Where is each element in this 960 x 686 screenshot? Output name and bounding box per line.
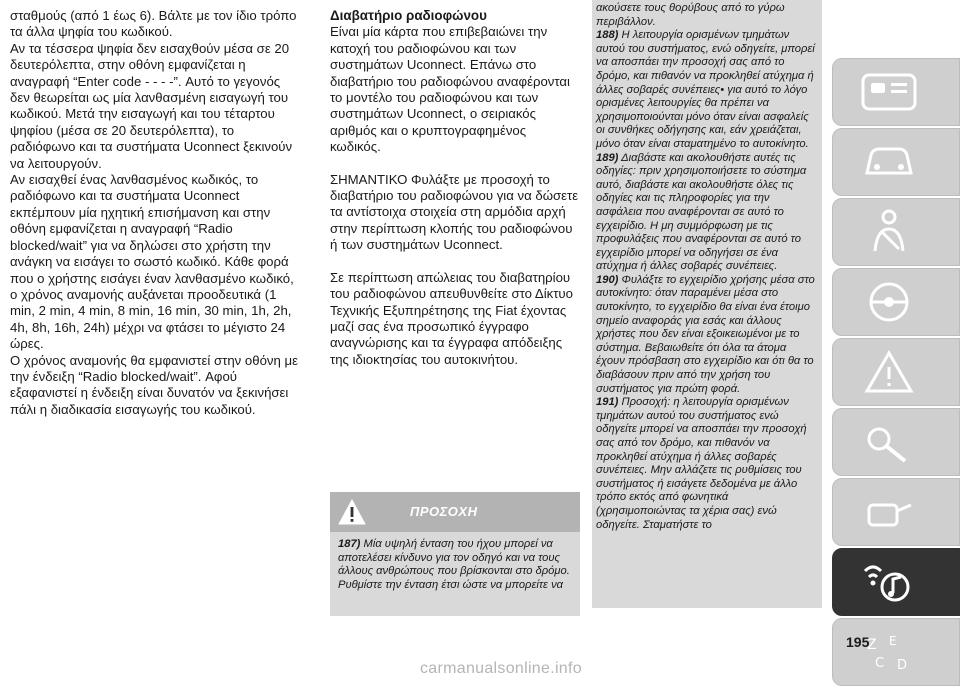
tab-warnings[interactable]: [832, 338, 960, 406]
paragraph: Αν εισαχθεί ένας λανθασμένος κωδικός, το ραδιόφωνο και τα συστήματα Uconnect εκπέμπουν μία ηχητική επισήμανση και στην οθόνη εμφανίζεται η αναγραφή “Radio blocked/wait” για να δηλώσει στο χρήστη την ανάγκη να εισάγει το σωστό κωδικό. Κάθε φορά που ο χρήστης εισάγει έναν λανθασμένο κωδικό, ο χρόνος αναμονής αυξάνεται προοδευτικά (1 min, 2 min, 4 min, 8 min, 16 min, 30 min, 1h, 2h, 4h, 8h, 16h, 24h) μέχρι να φτάσει το μέγιστο 24 ώρες.: [10, 172, 294, 352]
paragraph: σταθμούς (από 1 έως 6). Βάλτε με τον ίδιο τρόπο τα άλλα ψηφία του κωδικού.: [10, 8, 297, 40]
note-191: 191) Προσοχή: η λειτουργία ορισμένων τμημάτων αυτού του συστήματος ενώ οδηγείτε μπορεί να αποσπάει την προσοχή σας από τον δρόμο, και πιθανόν να προκληθεί ατύχημα ή άλλες σοβαρές συνέπειες. Μην αλλάζετε τις ρυθμίσεις του συστήματος ή εισάγετε δεδομένα με άλλο τρόπο εκτός από φωνητικά (χρησιμοποιώντας τα χέρια σας) ενώ οδηγείτε. Σταματήστε το: [596, 396, 807, 531]
seatbelt-icon: [859, 207, 919, 257]
tab-maintenance[interactable]: [832, 478, 960, 546]
section-heading: Διαβατήριο ραδιοφώνου: [330, 8, 487, 23]
svg-text:Z: Z: [867, 637, 877, 653]
car-dashboard-icon: [859, 67, 919, 117]
watermark: carmanualsonline.info: [420, 660, 582, 677]
oil-can-icon: [859, 487, 919, 537]
steering-wheel-icon: [859, 277, 919, 327]
warning-title: ΠΡΟΣΟΧΗ: [410, 504, 478, 519]
paragraph: Ο χρόνος αναμονής θα εμφανιστεί στην οθόνη με την ένδειξη “Radio blocked/wait”. Αφού εξαφανιστεί η ένδειξη είναι δυνατόν να ξεκινήσει πάλι η διαδικασία εισαγωγής του κωδικού.: [10, 352, 298, 417]
svg-text:E: E: [889, 634, 897, 648]
notes-column: [592, 0, 822, 608]
note-number: 190): [596, 273, 619, 286]
svg-text:D: D: [897, 658, 908, 673]
text-column-1: [10, 8, 300, 418]
note-number: 187): [338, 538, 361, 550]
tab-safety[interactable]: [832, 198, 960, 266]
warning-header: [330, 492, 580, 532]
wrench-icon: [859, 417, 919, 467]
note-188: 188) Η λειτουργία ορισμένων τμημάτων αυτού του συστήματος, ενώ οδηγείτε, μπορεί να αποσπάει την προσοχή σας από το δρόμο, και πιθανόν να προκληθεί ατύχημα ή άλλες σοβαρές συνέπειες• για αυτό το λόγο ορισμένες λειτουργίες θα πρέπει να χρησιμοποιούνται μόνο όταν είναι ασφαλείς οι συνθήκες οδήγησης και, εάν χρειάζεται, μόνο όταν είναι σταματημένο το αυτοκίνητο.: [596, 29, 815, 150]
warning-icon: [338, 498, 366, 526]
note-paragraph: ακούσετε τους θορύβους από το γύρω περιβάλλον.: [596, 2, 785, 28]
warning-text: 187) Μία υψηλή ένταση του ήχου μπορεί να αποτελέσει κίνδυνο για τον οδηγό και να τους άλλους ανθρώπους που βρίσκονται στο δρόμο. Ρυθμίστε την ένταση έτσι ώστε να μπορείτε να: [330, 532, 580, 616]
tab-controls[interactable]: [832, 128, 960, 196]
tab-emergency[interactable]: [832, 408, 960, 476]
tab-dashboard[interactable]: [832, 58, 960, 126]
text-column-2: [330, 8, 580, 368]
note-189: 189) Διαβάστε και ακολουθήστε αυτές τις οδηγίες: πριν χρησιμοποιήσετε το σύστημα αυτό, διαβάστε και ακολουθήστε όλες τις οδηγίες και τις πληροφορίες για την ασφάλεια που αναφέρονται σε αυτό το εγχειρίδιο. Η μη συμμόρφωση με τις προφυλάξεις που αναφέρονται σε αυτό το εγχειρίδιο μπορεί να οδηγήσει σε ένα ατύχημα ή άλλες σοβαρές συνέπειες.: [596, 151, 807, 273]
note-number: 191): [596, 396, 619, 409]
warning-triangle-icon: [859, 347, 919, 397]
paragraph: Σε περίπτωση απώλειας του διαβατηρίου του ραδιοφώνου απευθυνθείτε στο Δίκτυο Τεχνικής Εξυπηρέτησης της Fiat έχοντας μαζί σας ένα προσωπικό έγγραφο αναγνώρισης και τα έγγραφα απόδειξης της ιδιοκτησίας του αυτοκινήτου.: [330, 269, 573, 367]
tab-index[interactable]: [832, 618, 960, 686]
warning-box: [330, 492, 580, 616]
paragraph: Είναι μία κάρτα που επιβεβαιώνει την κατοχή του ραδιοφώνου και των συστημάτων Uconnect. Επάνω στο διαβατήριο του ραδιοφώνου αναφέρονται το μοντέλο του ραδιοφώνου και των συστημάτων Uconnect, ο σειριακός αριθμός και ο κρυπτογραφημένος κωδικός.: [330, 24, 570, 155]
page-number: 195: [846, 634, 870, 650]
radio-music-icon: [859, 557, 923, 609]
note-number: 189): [596, 151, 619, 164]
tab-starting[interactable]: [832, 268, 960, 336]
svg-text:C: C: [875, 656, 885, 671]
note-number: 188): [596, 29, 619, 42]
note-190: 190) Φυλάξτε το εγχειρίδιο χρήσης μέσα στο αυτοκίνητο: όταν παραμένει μέσα στο αυτοκίνητο, το εγχειρίδιο θα είναι ένα έτοιμο σημείο αναφοράς για εσάς και άλλους χρήστες που δεν είναι εξοικειωμένοι με το σύστημα. Βεβαιωθείτε ότι όλα τα άτομα έχουν πρόσβαση στο εγχειρίδιο και ότι θα το διαβάσουν πριν από την χρήση του συστήματος για πρώτη φορά.: [596, 273, 815, 395]
paragraph: Αν τα τέσσερα ψηφία δεν εισαχθούν μέσα σε 20 δευτερόλεπτα, στην οθόνη εμφανίζεται η αναγραφή “Enter code - - - -”. Αυτό το γεγονός δεν θεωρείται ως μία λανθασμένη εισαγωγή του κωδικού. Μετά την εισαγωγή και του τέταρτου ψηφίου (μέσα σε 20 δευτερόλεπτα), το ραδιόφωνο και τα συστήματα Uconnect ξεκινούν να λειτουργούν.: [10, 40, 293, 171]
car-front-icon: [859, 137, 919, 187]
tab-multimedia[interactable]: [832, 548, 960, 616]
paragraph: ΣΗΜΑΝΤΙΚΟ Φυλάξτε με προσοχή το διαβατήριο του ραδιοφώνου για να δώσετε τα αντίστοιχα στοιχεία στη αρμόδια αρχή στην περίπτωση κλοπής του ραδιοφώνου ή των συστημάτων Uconnect.: [330, 171, 579, 253]
